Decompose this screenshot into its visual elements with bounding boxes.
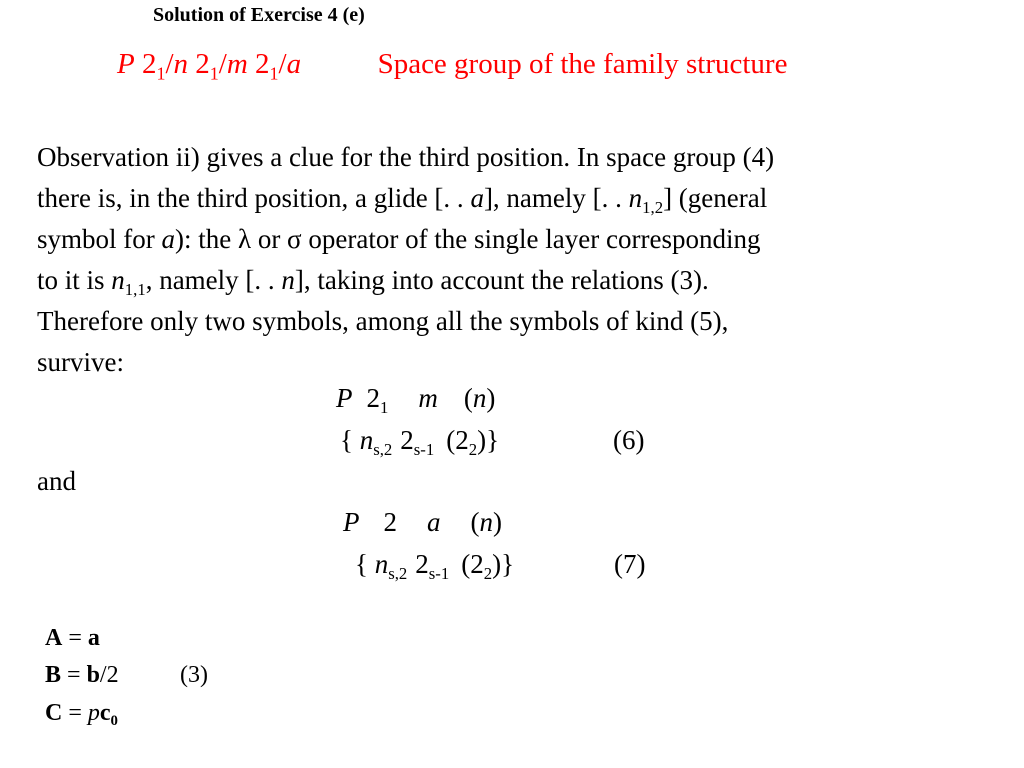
equation-6-number: (6) [613, 425, 645, 455]
symbol-slash: / [165, 48, 174, 80]
page-heading: Solution of Exercise 4 (e) [153, 4, 365, 26]
symbol-slash: / [218, 48, 227, 80]
equation-7-number: (7) [614, 549, 646, 579]
symbol-2: 2 [141, 48, 157, 80]
and-text: and [37, 466, 76, 496]
observation-paragraph [37, 137, 997, 383]
paragraph-line-5: Therefore only two symbols, among all the symbols of kind (5), [37, 306, 729, 336]
paragraph-line-6: survive: [37, 347, 124, 377]
equation-6-symbol: P $2_1$ m (n) [336, 383, 496, 417]
symbol-2: 2 [255, 48, 270, 80]
symbol-sub-1: 1 [209, 63, 219, 84]
symbol-p: P [117, 48, 135, 80]
paragraph-line-3: symbol for a): the λ or σ operator of the single layer corresponding [37, 224, 761, 254]
symbol-2: 2 [195, 48, 210, 80]
symbol-a: a [286, 48, 302, 80]
space-group-symbol [117, 48, 302, 84]
paragraph-line-2: there is, in the third position, a glide [. . a], namely [. . $n_{1,2}$] (general [37, 183, 768, 217]
relations-number: (3) [180, 662, 208, 688]
space-group-caption: Space group of the family structure [377, 48, 788, 80]
paragraph-line-4: to it is $n_{1,1}$, namely [. . n], taking into account the relations (3). [37, 265, 709, 299]
equation-7-subgroups: { $n_{s,2}$ $2_{s-1}$ $(2_2)$} [355, 549, 515, 583]
symbol-sub-1: 1 [156, 63, 166, 84]
equation-7-symbol: P 2 a (n) [343, 507, 502, 537]
equation-6-subgroups: { $n_{s,2}$ $2_{s-1}$ $(2_2)$} [340, 425, 500, 459]
relation-c: $C = pc_0$ [45, 700, 118, 730]
relation-b: B = b/2 [45, 662, 119, 688]
symbol-slash: / [278, 48, 287, 80]
symbol-n: n [173, 48, 189, 80]
relation-a: A = a [45, 625, 100, 651]
space-group-line [117, 48, 788, 84]
symbol-sub-1: 1 [269, 63, 279, 84]
paragraph-line-1: Observation ii) gives a clue for the third position. In space group (4) [37, 142, 775, 172]
symbol-m: m [226, 48, 248, 80]
